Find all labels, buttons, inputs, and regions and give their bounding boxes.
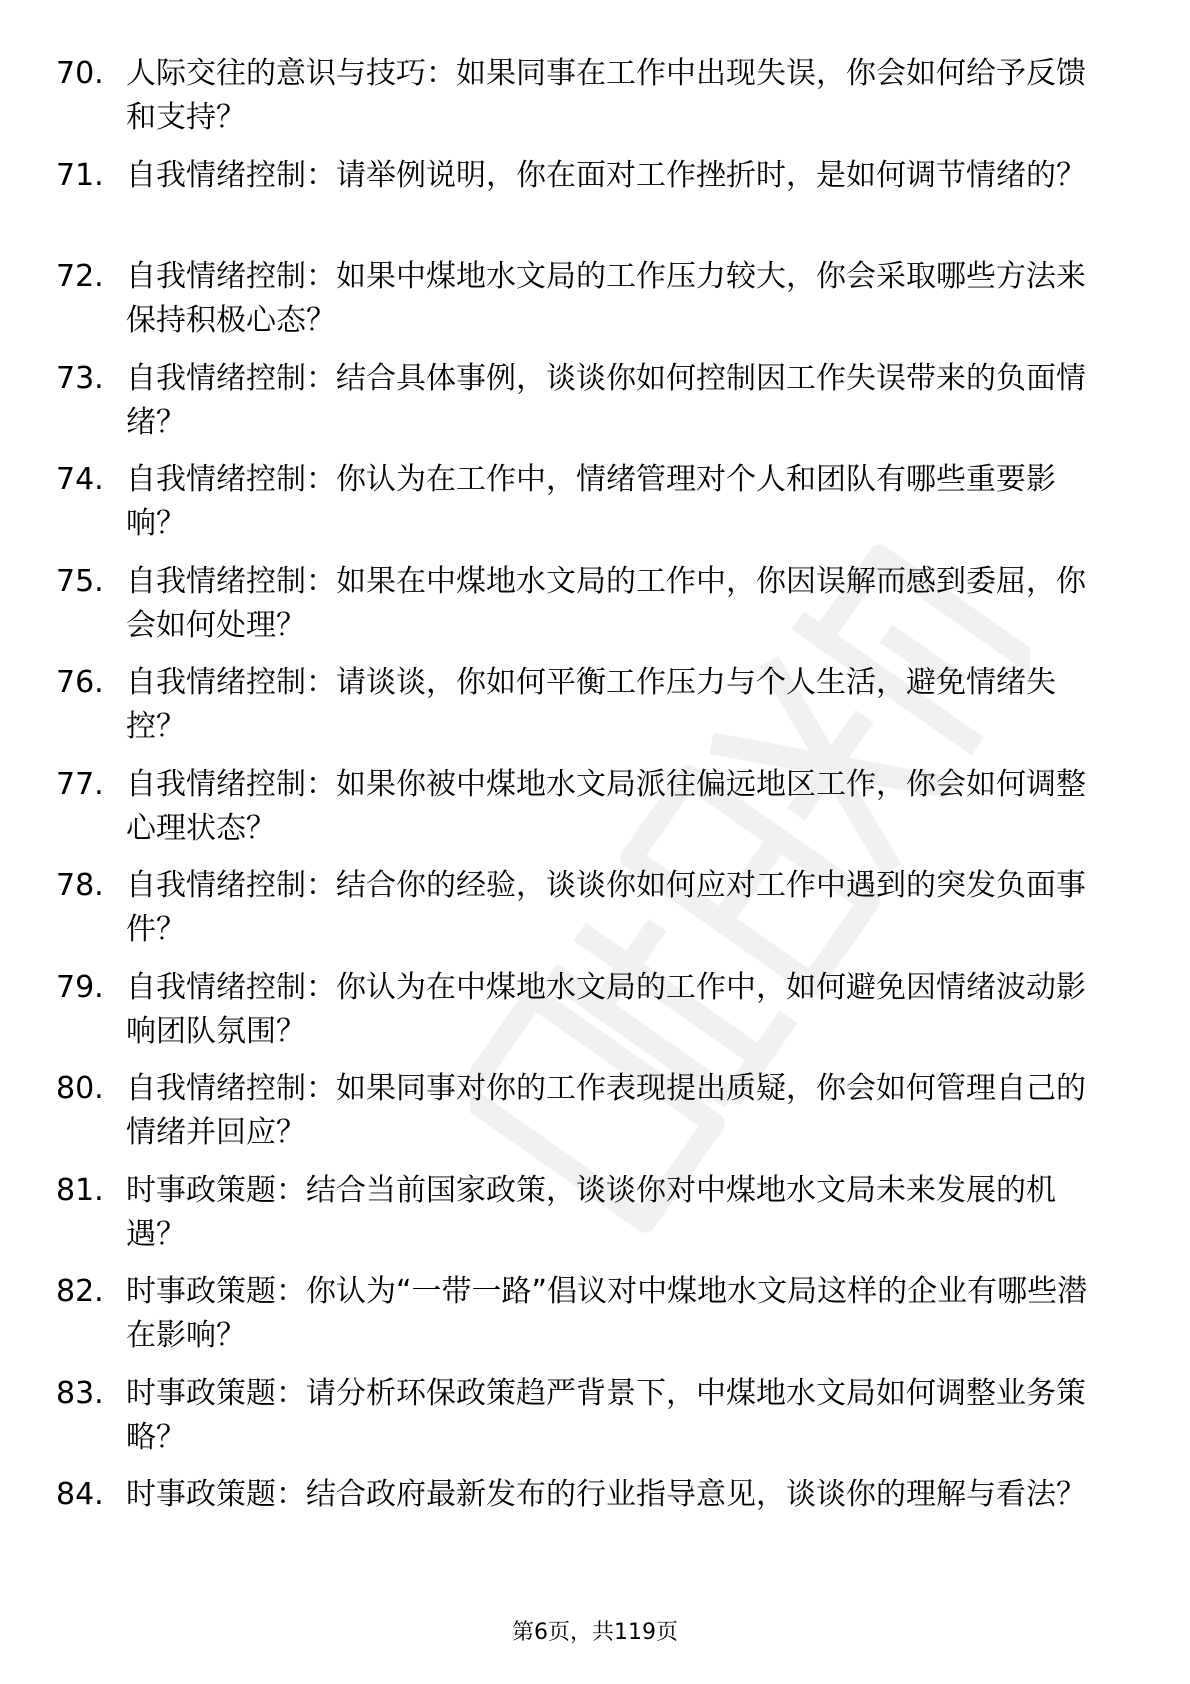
page-footer: 第6页，共119页 [512, 1620, 678, 1645]
question-number: 73. [56, 360, 104, 396]
question-text: 自我情绪控制：如果在中煤地水文局的工作中，你因误解而感到委屈，你会如何处理？ [126, 563, 1086, 643]
question-item [56, 1372, 1136, 1474]
question-number: 72. [56, 259, 104, 294]
question-text: 自我情绪控制：结合具体事例，谈谈你如何控制因工作失误带来的负面情绪？ [126, 360, 1086, 440]
question-item [56, 966, 1136, 1068]
question-item [56, 1169, 1136, 1271]
question-item [56, 154, 1136, 256]
question-number: 84. [56, 1477, 104, 1512]
question-list [56, 52, 1136, 1575]
question-item [56, 763, 1136, 865]
question-text: 自我情绪控制：如果同事对你的工作表现提出质疑，你会如何管理自己的情绪并回应？ [126, 1071, 1086, 1150]
question-number: 79. [56, 969, 104, 1005]
question-number: 80. [56, 1071, 104, 1106]
question-item [56, 1473, 1136, 1575]
question-text: 自我情绪控制：你认为在工作中，情绪管理对个人和团队有哪些重要影响？ [126, 462, 1056, 541]
question-number: 75. [56, 563, 104, 599]
question-text: 人际交往的意识与技巧：如果同事在工作中出现失误，你会如何给予反馈和支持？ [126, 56, 1086, 135]
question-number: 83. [56, 1375, 104, 1411]
question-text: 自我情绪控制：请举例说明，你在面对工作挫折时，是如何调节情绪的？ [126, 157, 1086, 193]
question-text: 时事政策题：你认为“一带一路”倡议对中煤地水文局这样的企业有哪些潜在影响？ [126, 1274, 1088, 1353]
question-number: 78. [56, 868, 104, 903]
question-number: 82. [56, 1274, 104, 1309]
question-item [56, 661, 1136, 763]
question-item [56, 560, 1136, 662]
question-text: 时事政策题：结合当前国家政策，谈谈你对中煤地水文局未来发展的机遇？ [126, 1172, 1056, 1252]
question-text: 自我情绪控制：如果你被中煤地水文局派往偏远地区工作，你会如何调整心理状态？ [126, 766, 1086, 846]
question-text: 自我情绪控制：结合你的经验，谈谈你如何应对工作中遇到的突发负面事件？ [126, 868, 1086, 947]
question-number: 70. [56, 56, 104, 91]
question-number: 77. [56, 766, 104, 802]
question-item [56, 864, 1136, 966]
question-number: 71. [56, 157, 104, 193]
question-item [56, 357, 1136, 459]
question-item [56, 255, 1136, 357]
question-item [56, 1270, 1136, 1372]
question-number: 74. [56, 462, 104, 497]
question-item [56, 1067, 1136, 1169]
question-number: 81. [56, 1172, 104, 1208]
question-text: 自我情绪控制：请谈谈，你如何平衡工作压力与个人生活，避免情绪失控？ [126, 665, 1056, 744]
question-text: 时事政策题：请分析环保政策趋严背景下，中煤地水文局如何调整业务策略？ [126, 1375, 1086, 1455]
question-item [56, 458, 1136, 560]
question-text: 自我情绪控制：如果中煤地水文局的工作压力较大，你会采取哪些方法来保持积极心态？ [126, 259, 1086, 338]
question-text: 时事政策题：结合政府最新发布的行业指导意见，谈谈你的理解与看法？ [126, 1477, 1086, 1512]
question-number: 76. [56, 665, 104, 700]
question-item [56, 52, 1136, 154]
question-text: 自我情绪控制：你认为在中煤地水文局的工作中，如何避免因情绪波动影响团队氛围？ [126, 969, 1086, 1049]
